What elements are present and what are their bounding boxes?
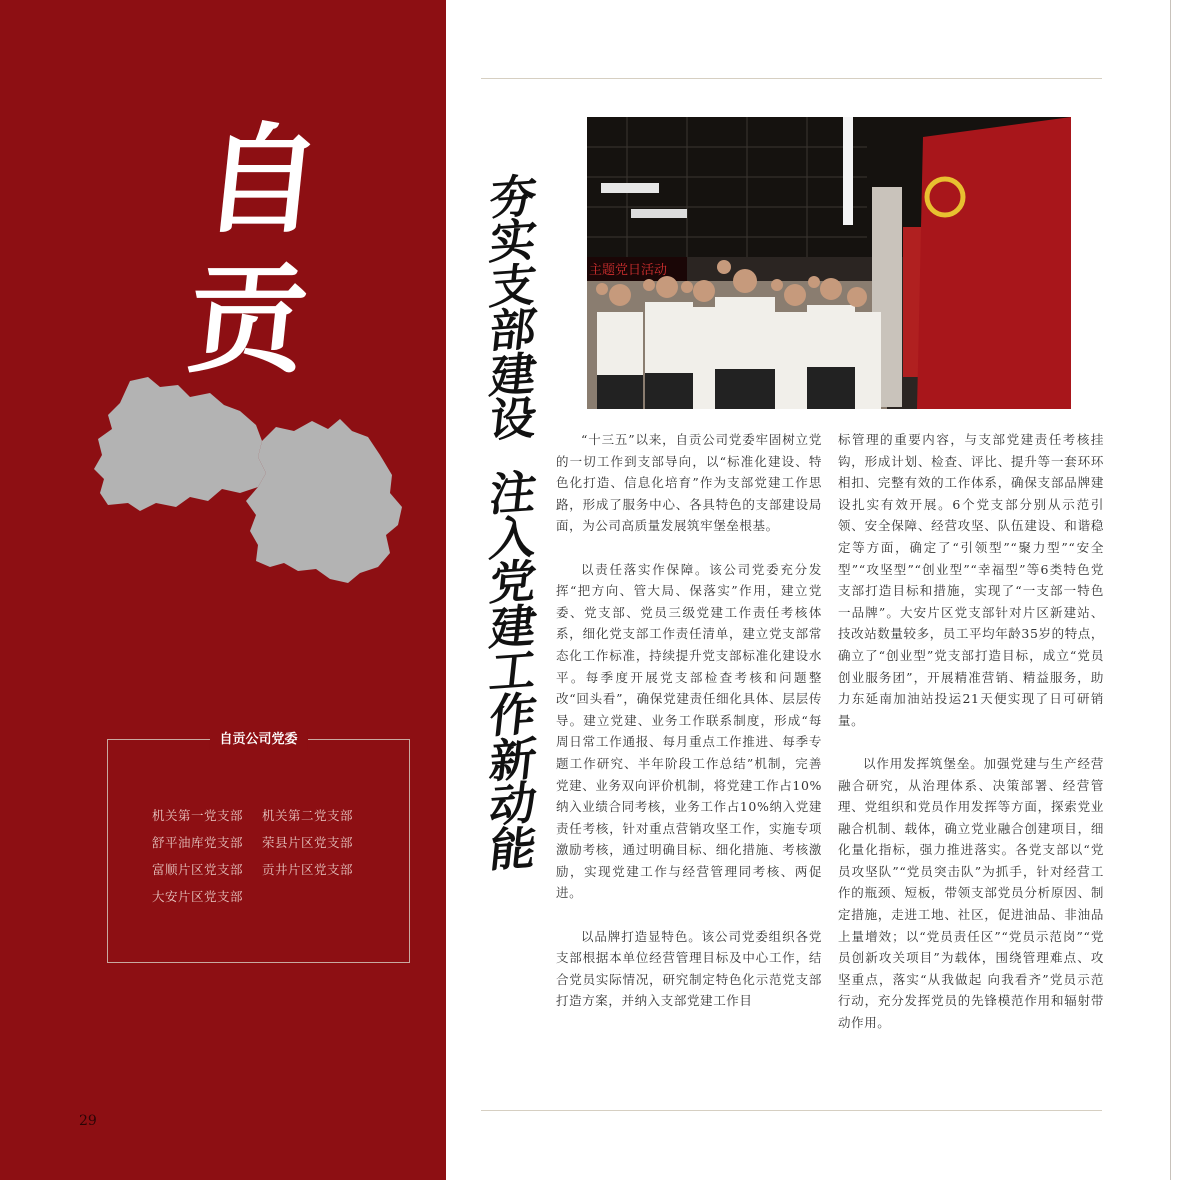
page-number: 29 <box>79 1113 97 1129</box>
article-paragraph: “十三五”以来，自贡公司党委牢固树立党的一切工作到支部导向，以“标准化建设、特色化打造、信息化培育”作为支部党建工作思路，形成了服务中心、各具特色的支部建设局面，为公司高质量发展筑牢堡垒根基。 <box>556 432 822 534</box>
branch-item: 大安片区党支部 <box>152 889 244 904</box>
bottom-divider <box>481 1110 1102 1111</box>
photo-ceiling-light <box>601 183 659 193</box>
headline-char: 工 <box>486 642 540 700</box>
photo-banner-text: 主题党日活动 <box>589 263 668 278</box>
top-divider <box>481 78 1102 79</box>
article-column-1 <box>556 429 822 1012</box>
party-activity-photo <box>587 117 1071 409</box>
branch-item: 机关第一党支部 <box>152 808 244 823</box>
left-red-panel <box>0 0 446 1180</box>
article-paragraph: 以作用发挥筑堡垒。加强党建与生产经营融合研究，从治理体系、决策部署、经营管理、党组织和党员作用发挥等方面，探索党业融合机制、载体，确立党业融合创建项目，细化量化指标，强力推进落实。各党支部以“党员攻坚队”“党员突击队”为抓手，针对经营工作的瓶颈、短板，带领支部党员分析原因、制定措施，走进工地、社区，促进油品、非油品上量增效；以“党员责任区”“党员示范岗”“党员创新攻关项目”为载体，围绕管理难点、攻坚重点，落实“从我做起 向我看齐”党员示范行动，充分发挥党员的先锋模范作用和辐射带动作用。 <box>838 755 1104 1031</box>
headline-char: 作 <box>486 686 540 745</box>
headline-char: 建 <box>486 346 540 404</box>
page-edge <box>1170 0 1183 1180</box>
map-region-east <box>246 419 402 583</box>
article-column-2 <box>838 429 1104 1034</box>
party-committee-title: 自贡公司党委 <box>209 730 307 750</box>
headline-char: 动 <box>486 775 540 833</box>
headline-char: 实 <box>486 212 540 270</box>
branch-item: 舒平油库党支部 <box>152 835 244 850</box>
article-paragraph: 以责任落实作保障。该公司党委充分发挥“把方向、管大局、保落实”作用，建立党委、党支部、党员三级党建工作责任考核体系，细化党支部工作责任清单，建立党支部常态化工作标准，持续提升党支部标准化建设水平。每季度开展党支部检查考核和问题整改“回头看”，确保党建责任细化具体、层层传导。建立党建、业务工作联系制度，形成“每周日常工作通报、每月重点工作推进、每季专题工作研究、半年阶段工作总结”机制，完善党建、业务双向评价机制，将党建工作占10%纳入业绩合同考核，业务工作占10%纳入党建责任考核，针对重点营销攻坚工作，实施专项激励考核，通过明确目标、细化措施、考核激励，实现党建工作与经营管理同考核、两促进。 <box>556 561 822 901</box>
photo-ceiling-light <box>843 117 853 225</box>
headline <box>480 168 546 878</box>
city-map-silhouette <box>90 375 410 585</box>
headline-char: 建 <box>486 598 540 656</box>
branch-item: 贡井片区党支部 <box>262 862 354 877</box>
headline-char: 部 <box>486 301 540 359</box>
article-paragraph: 以品牌打造显特色。该公司党委组织各党支部根据本单位经营管理目标及中心工作，结合党员实际情况，研究制定特色化示范党支部打造方案，并纳入支部党建工作目 <box>556 928 822 1009</box>
headline-char: 注 <box>486 464 540 522</box>
photo-party-flag <box>917 117 1071 409</box>
headline-char: 支 <box>486 257 540 315</box>
branch-item: 荣县片区党支部 <box>262 835 354 850</box>
photo-ceiling-light <box>631 209 687 218</box>
branch-list <box>152 802 392 910</box>
headline-char: 设 <box>486 390 540 448</box>
party-committee-box <box>107 732 410 963</box>
branch-item: 富顺片区党支部 <box>152 862 244 877</box>
map-region-west <box>94 377 266 511</box>
city-title <box>155 110 354 390</box>
city-title-char-2: 贡 <box>181 250 314 389</box>
headline-char: 夯 <box>486 168 540 226</box>
headline-char: 新 <box>486 731 540 789</box>
headline-char: 党 <box>486 553 540 611</box>
city-title-char-1: 自 <box>196 110 329 249</box>
headline-char: 入 <box>486 509 540 567</box>
headline-char: 能 <box>486 820 540 878</box>
branch-item: 机关第二党支部 <box>262 808 354 823</box>
article-paragraph: 标管理的重要内容，与支部党建责任考核挂钩，形成计划、检查、评比、提升等一套环环相扣、完整有效的工作体系，确保支部品牌建设扎实有效开展。6个党支部分别从示范引领、安全保障、经营攻坚、队伍建设、和谐稳定等方面，确定了“引领型”“聚力型”“安全型”“攻坚型”“创业型”“幸福型”等6类特色党支部打造目标和措施，实现了“一支部一特色一品牌”。大安片区党支部针对片区新建站、技改站数量较多，员工平均年龄35岁的特点，确立了“创业型”党支部打造目标，成立“党员创业服务团”，开展精准营销、精益服务，助力东延南加油站投运21天便实现了日可研销量。 <box>838 432 1105 728</box>
